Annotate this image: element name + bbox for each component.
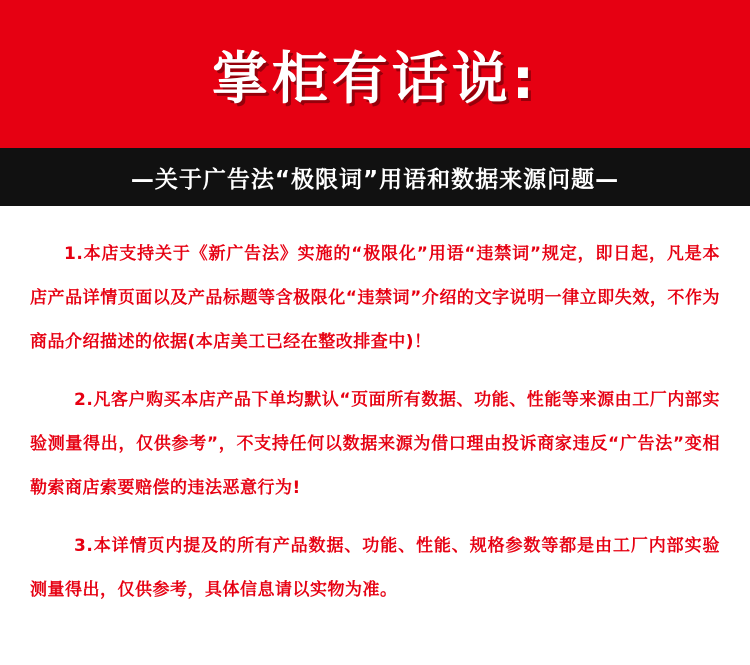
disclaimer-paragraph-3: 3.本详情页内提及的所有产品数据、功能、性能、规格参数等都是由工厂内部实验测量得出，仅供参考，具体信息请以实物为准。 [30,536,720,600]
bottom-spacer [30,626,720,646]
disclaimer-paragraph-2: 2.凡客户购买本店产品下单均默认“页面所有数据、功能、性能等来源由工厂内部实验测量得出，仅供参考”，不支持任何以数据来源为借口理由投诉商家违反“广告法”变相勒索商店索要赔偿的违法恶意行为! [30,390,720,498]
banner-header [0,0,750,148]
subtitle-text: —关于广告法“极限词”用语和数据来源问题— [130,166,620,193]
subtitle-bar [0,148,750,206]
disclaimer-paragraph-1: 1.本店支持关于《新广告法》实施的“极限化”用语“违禁词”规定，即日起，凡是本店产品详情页面以及产品标题等含极限化“违禁词”介绍的文字说明一律立即失效，不作为商品介绍描述的依据(本店美工已经在整改排查中)！ [30,244,720,352]
banner-inner [0,0,750,148]
banner-top-edge [0,0,750,6]
disclaimer-body [0,206,750,656]
page-title: 掌柜有话说: [211,47,539,112]
